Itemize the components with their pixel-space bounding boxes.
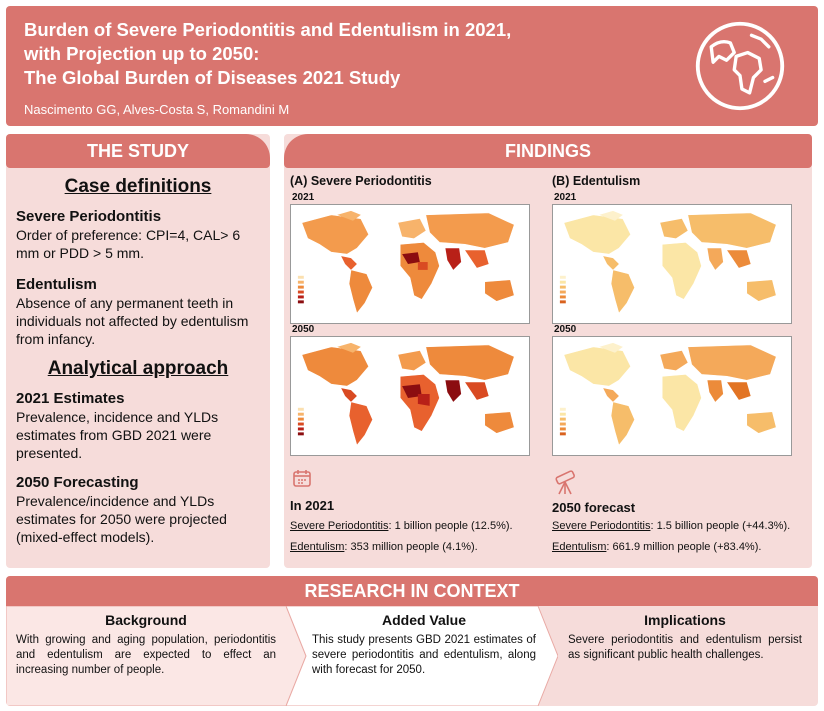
in-2021-heading: In 2021 [290,498,335,513]
analytical-heading: Analytical approach [47,358,229,379]
edent-year-2021: 2021 [554,192,577,203]
forecast-edent [552,541,761,553]
edent-map-2021-graphic [553,205,791,323]
estimates-title: 2021 Estimates [16,390,125,407]
perio-map-2050-graphic [291,337,529,455]
added-value-column [302,606,546,706]
findings-panel [284,134,812,568]
forecast-perio [552,520,790,532]
forecast-heading: 2050 forecast [552,500,636,515]
poster-title [24,18,624,90]
perio-definition-title: Severe Periodontitis [16,208,162,225]
forecast-edent-value: : 661.9 million people (+83.4%). [606,541,762,553]
in-2021-edent [290,541,478,553]
edent-map-2050 [552,336,792,456]
edent-definition-title: Edentulism [16,276,97,293]
forecasting-title: 2050 Forecasting [16,474,139,491]
forecast-edent-label: Edentulism [552,541,607,553]
perio-map-2050 [290,336,530,456]
forecasting-text: Prevalence/incidence and YLDs estimates for 2050 were projected (mixed-effect models). [16,493,227,545]
implications-title: Implications [644,612,726,628]
in-2021-perio-label: Severe Periodontitis [290,520,389,532]
perio-definition-text: Order of preference: CPI=4, CAL> 6 mm or PDD > 5 mm. [16,227,241,261]
estimates-text: Prevalence, incidence and YLDs estimates from GBD 2021 were presented. [16,409,219,461]
telescope-icon [552,468,578,496]
added-value-title: Added Value [381,612,467,628]
research-context-heading: RESEARCH IN CONTEXT [6,576,818,606]
background-title: Background [105,612,187,628]
edent-definition-text: Absence of any permanent teeth in individuals not affected by edentulism from infancy. [16,295,249,347]
background-column [6,606,286,706]
authors: Nascimento GG, Alves-Costa S, Romandini M [24,102,290,117]
title-line-3: The Global Burden of Diseases 2021 Study [24,67,401,88]
forecast-perio-value: : 1.5 billion people (+44.3%). [650,520,791,532]
perio-column-label: (A) Severe Periodontitis [290,174,432,188]
research-context-panel [6,576,818,706]
background-text: With growing and aging population, periodontitis and edentulism are expected to effect an increasing number of people. [16,634,276,676]
perio-year-2050: 2050 [292,324,315,335]
forecast-perio-label: Severe Periodontitis [552,520,651,532]
in-2021-perio [290,520,513,532]
in-2021-edent-value: : 353 million people (4.1%). [344,541,478,553]
globe-icon [692,18,788,114]
title-line-1: Burden of Severe Periodontitis and Edentulism in 2021, [24,19,512,40]
findings-heading: FINDINGS [284,134,812,168]
header-banner [6,6,818,126]
edent-map-2021 [552,204,792,324]
edent-column-label: (B) Edentulism [552,174,641,188]
study-heading: THE STUDY [6,134,270,168]
implications-column [558,606,812,706]
case-definitions-heading: Case definitions [64,176,212,197]
perio-map-2021 [290,204,530,324]
implications-text: Severe periodontitis and edentulism persist as significant public health challenges. [568,634,802,661]
title-line-2: with Projection up to 2050: [24,43,260,64]
perio-map-2021-graphic [291,205,529,323]
calendar-icon [292,468,312,488]
added-value-text: This study presents GBD 2021 estimates of severe periodontitis and edentulism, along with forecast for 2050. [312,634,536,676]
edent-year-2050: 2050 [554,324,577,335]
edent-map-2050-graphic [553,337,791,455]
study-panel [6,134,270,568]
in-2021-perio-value: : 1 billion people (12.5%). [388,520,513,532]
perio-year-2021: 2021 [292,192,315,203]
in-2021-edent-label: Edentulism [290,541,345,553]
